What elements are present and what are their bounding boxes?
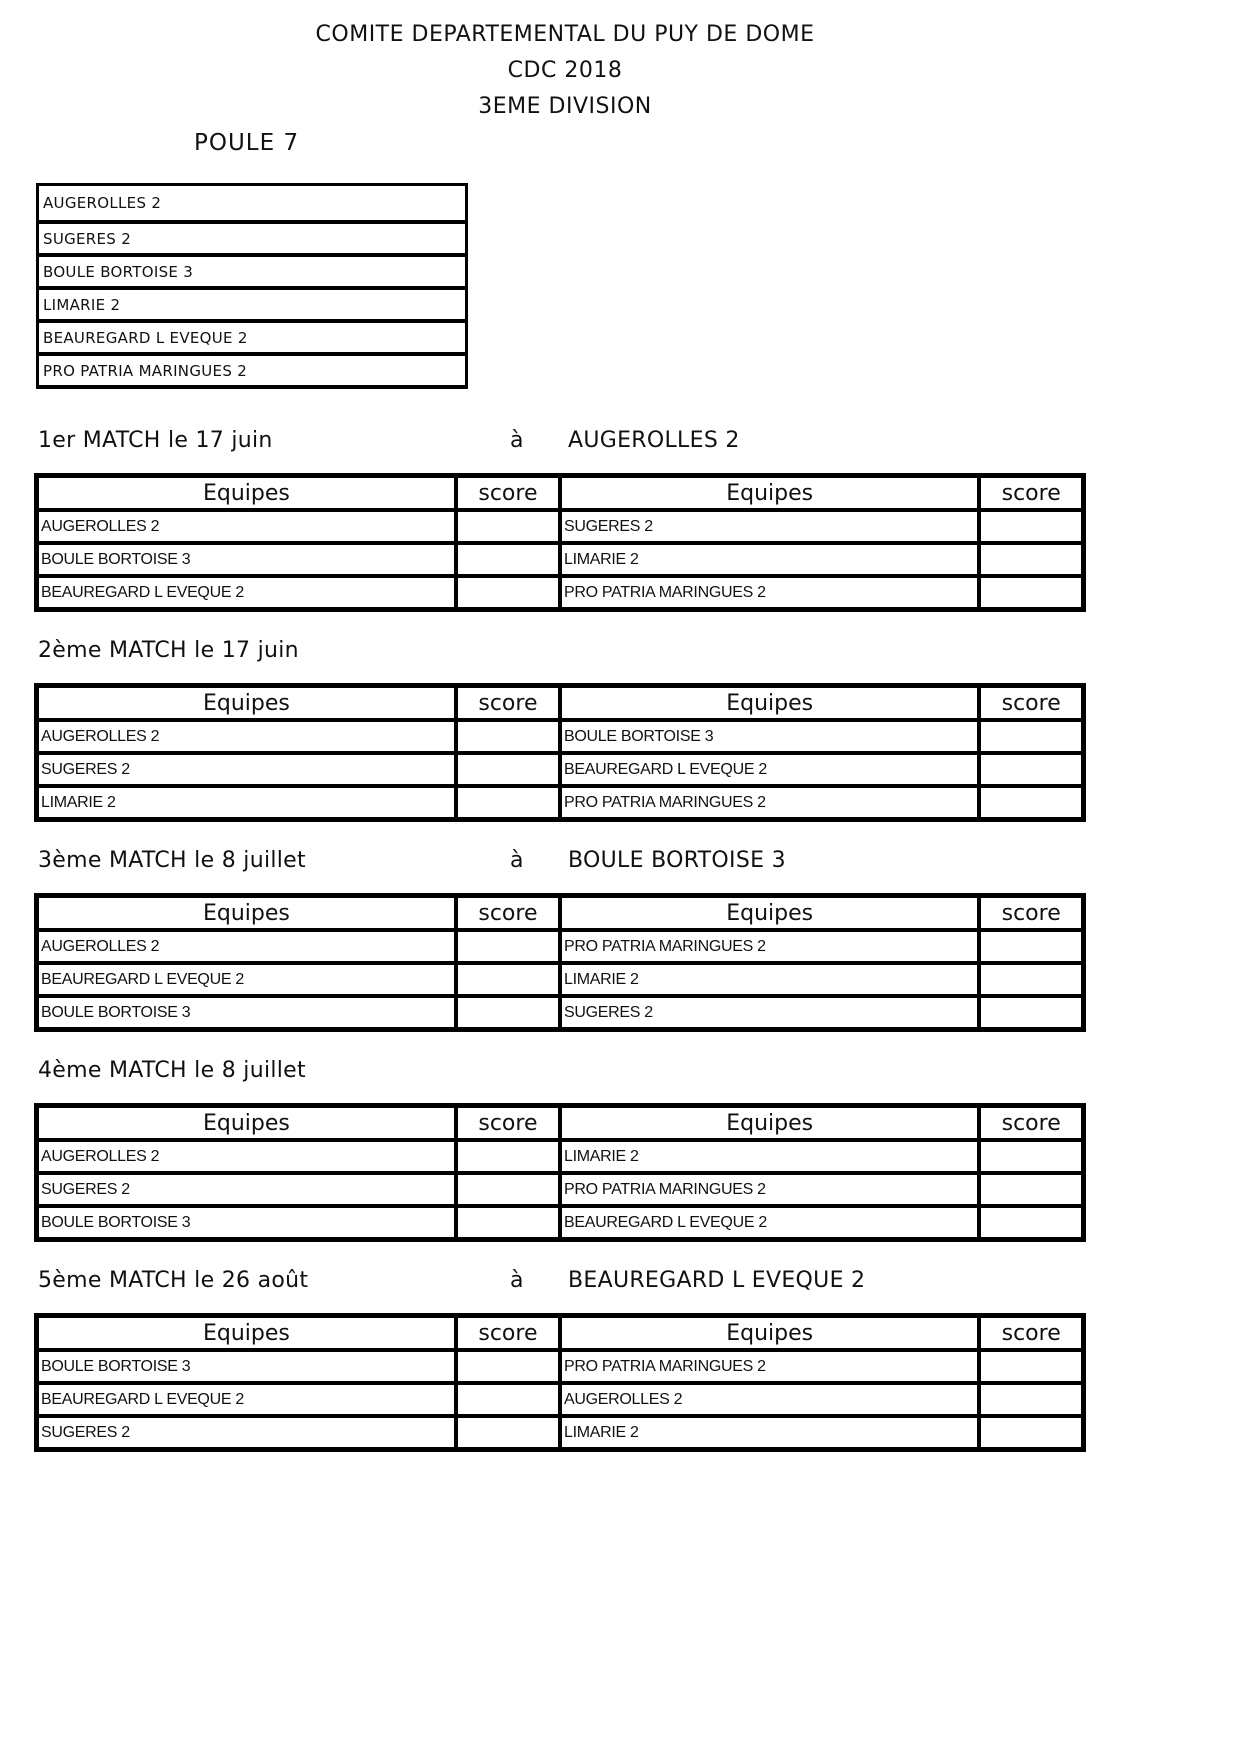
match-title: 4ème MATCH le 8 juillet	[38, 1058, 306, 1083]
home-team-cell: BOULE BORTOISE 3	[37, 1206, 456, 1240]
table-header-row	[37, 686, 1084, 721]
home-team-cell: BOULE BORTOISE 3	[37, 996, 456, 1030]
home-score-cell[interactable]	[456, 930, 560, 963]
team-list-item: LIMARIE 2	[39, 290, 465, 323]
away-score-cell[interactable]	[979, 1206, 1083, 1240]
away-team-cell: BEAUREGARD L EVEQUE 2	[560, 753, 979, 786]
away-score-cell[interactable]	[979, 543, 1083, 576]
home-team-cell: SUGERES 2	[37, 753, 456, 786]
home-team-cell: AUGEROLLES 2	[37, 1140, 456, 1173]
table-row	[37, 720, 1084, 753]
match-title: 1er MATCH le 17 juin	[38, 428, 273, 453]
pool-label: POULE 7	[194, 130, 300, 156]
match-title: 2ème MATCH le 17 juin	[38, 638, 299, 663]
table-header-row	[37, 1106, 1084, 1141]
away-team-cell: PRO PATRIA MARINGUES 2	[560, 786, 979, 820]
away-team-cell: LIMARIE 2	[560, 543, 979, 576]
away-score-cell[interactable]	[979, 510, 1083, 543]
home-team-cell: AUGEROLLES 2	[37, 720, 456, 753]
table-row	[37, 1173, 1084, 1206]
table-row	[37, 510, 1084, 543]
home-team-cell: SUGERES 2	[37, 1173, 456, 1206]
home-team-cell: LIMARIE 2	[37, 786, 456, 820]
col-header-teams: Equipes	[560, 1106, 979, 1141]
away-team-cell: BEAUREGARD L EVEQUE 2	[560, 1206, 979, 1240]
division-name: 3EME DIVISION	[478, 94, 652, 119]
col-header-teams: Equipes	[37, 686, 456, 721]
match-heading	[38, 428, 740, 453]
away-team-cell: BOULE BORTOISE 3	[560, 720, 979, 753]
table-row	[37, 1140, 1084, 1173]
document-title: COMITE DEPARTEMENTAL DU PUY DE DOME	[315, 22, 815, 47]
home-team-cell: SUGERES 2	[37, 1416, 456, 1450]
home-score-cell[interactable]	[456, 720, 560, 753]
col-header-score: score	[456, 1316, 560, 1351]
at-label: à	[510, 1268, 524, 1293]
away-team-cell: PRO PATRIA MARINGUES 2	[560, 576, 979, 610]
home-score-cell[interactable]	[456, 1416, 560, 1450]
table-row	[37, 786, 1084, 820]
home-score-cell[interactable]	[456, 1383, 560, 1416]
away-team-cell: AUGEROLLES 2	[560, 1383, 979, 1416]
team-list	[36, 183, 468, 389]
home-team-cell: BOULE BORTOISE 3	[37, 1350, 456, 1383]
away-team-cell: SUGERES 2	[560, 996, 979, 1030]
home-team-cell: AUGEROLLES 2	[37, 510, 456, 543]
table-row	[37, 543, 1084, 576]
col-header-teams: Equipes	[37, 1106, 456, 1141]
col-header-teams: Equipes	[37, 476, 456, 511]
team-list-item: SUGERES 2	[39, 224, 465, 257]
col-header-score: score	[456, 1106, 560, 1141]
away-team-cell: PRO PATRIA MARINGUES 2	[560, 930, 979, 963]
col-header-score: score	[979, 686, 1083, 721]
home-score-cell[interactable]	[456, 1173, 560, 1206]
home-score-cell[interactable]	[456, 510, 560, 543]
home-score-cell[interactable]	[456, 543, 560, 576]
home-score-cell[interactable]	[456, 1350, 560, 1383]
match-heading	[38, 638, 299, 663]
table-row	[37, 576, 1084, 610]
match-venue: BOULE BORTOISE 3	[568, 848, 786, 873]
team-list-item: PRO PATRIA MARINGUES 2	[39, 356, 465, 389]
away-score-cell[interactable]	[979, 963, 1083, 996]
match-table	[34, 683, 1086, 822]
match-table	[34, 473, 1086, 612]
at-label: à	[510, 848, 524, 873]
away-score-cell[interactable]	[979, 1383, 1083, 1416]
table-row	[37, 1206, 1084, 1240]
col-header-score: score	[456, 686, 560, 721]
home-team-cell: BEAUREGARD L EVEQUE 2	[37, 1383, 456, 1416]
col-header-score: score	[979, 476, 1083, 511]
match-table	[34, 1103, 1086, 1242]
at-label: à	[510, 428, 524, 453]
table-row	[37, 930, 1084, 963]
away-score-cell[interactable]	[979, 1416, 1083, 1450]
away-score-cell[interactable]	[979, 576, 1083, 610]
table-row	[37, 963, 1084, 996]
match-venue: AUGEROLLES 2	[568, 428, 740, 453]
away-score-cell[interactable]	[979, 720, 1083, 753]
away-score-cell[interactable]	[979, 753, 1083, 786]
col-header-teams: Equipes	[37, 896, 456, 931]
competition-name: CDC 2018	[507, 58, 623, 83]
table-row	[37, 753, 1084, 786]
col-header-teams: Equipes	[560, 896, 979, 931]
col-header-score: score	[979, 1106, 1083, 1141]
col-header-score: score	[979, 896, 1083, 931]
table-header-row	[37, 896, 1084, 931]
col-header-teams: Equipes	[560, 686, 979, 721]
col-header-score: score	[979, 1316, 1083, 1351]
home-score-cell[interactable]	[456, 786, 560, 820]
team-list-item: AUGEROLLES 2	[39, 186, 465, 224]
table-row	[37, 996, 1084, 1030]
away-score-cell[interactable]	[979, 1350, 1083, 1383]
away-team-cell: PRO PATRIA MARINGUES 2	[560, 1173, 979, 1206]
team-list-item: BEAUREGARD L EVEQUE 2	[39, 323, 465, 356]
match-table	[34, 893, 1086, 1032]
home-score-cell[interactable]	[456, 963, 560, 996]
match-heading	[38, 1058, 306, 1083]
table-header-row	[37, 476, 1084, 511]
table-row	[37, 1383, 1084, 1416]
away-team-cell: LIMARIE 2	[560, 1416, 979, 1450]
home-team-cell: BEAUREGARD L EVEQUE 2	[37, 963, 456, 996]
table-row	[37, 1416, 1084, 1450]
home-score-cell[interactable]	[456, 576, 560, 610]
col-header-teams: Equipes	[560, 476, 979, 511]
away-score-cell[interactable]	[979, 786, 1083, 820]
away-score-cell[interactable]	[979, 1173, 1083, 1206]
away-score-cell[interactable]	[979, 930, 1083, 963]
away-team-cell: LIMARIE 2	[560, 1140, 979, 1173]
match-table	[34, 1313, 1086, 1452]
col-header-teams: Equipes	[37, 1316, 456, 1351]
col-header-score: score	[456, 896, 560, 931]
home-score-cell[interactable]	[456, 996, 560, 1030]
table-header-row	[37, 1316, 1084, 1351]
home-team-cell: BEAUREGARD L EVEQUE 2	[37, 576, 456, 610]
team-list-item: BOULE BORTOISE 3	[39, 257, 465, 290]
match-heading	[38, 1268, 866, 1293]
match-venue: BEAUREGARD L EVEQUE 2	[568, 1268, 866, 1293]
away-score-cell[interactable]	[979, 1140, 1083, 1173]
away-team-cell: LIMARIE 2	[560, 963, 979, 996]
home-score-cell[interactable]	[456, 753, 560, 786]
col-header-teams: Equipes	[560, 1316, 979, 1351]
match-heading	[38, 848, 786, 873]
home-score-cell[interactable]	[456, 1140, 560, 1173]
away-team-cell: SUGERES 2	[560, 510, 979, 543]
away-team-cell: PRO PATRIA MARINGUES 2	[560, 1350, 979, 1383]
match-title: 5ème MATCH le 26 août	[38, 1268, 309, 1293]
home-team-cell: BOULE BORTOISE 3	[37, 543, 456, 576]
away-score-cell[interactable]	[979, 996, 1083, 1030]
home-team-cell: AUGEROLLES 2	[37, 930, 456, 963]
col-header-score: score	[456, 476, 560, 511]
home-score-cell[interactable]	[456, 1206, 560, 1240]
table-row	[37, 1350, 1084, 1383]
match-title: 3ème MATCH le 8 juillet	[38, 848, 306, 873]
